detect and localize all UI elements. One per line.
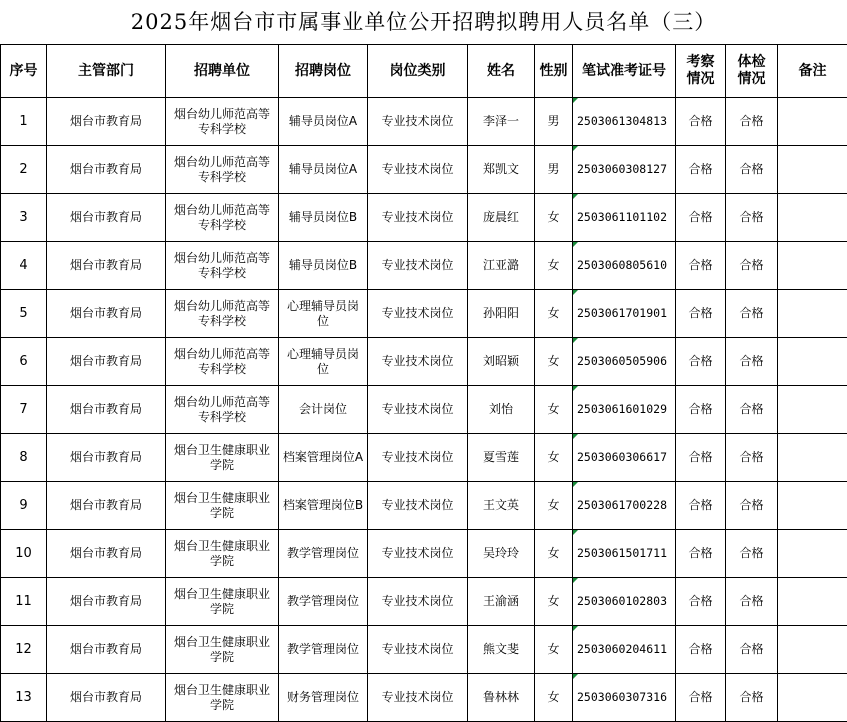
cell-physical: 合格 [726,482,778,530]
cell-dept: 烟台市教育局 [47,146,166,194]
cell-unit-line: 学院 [209,601,234,616]
cell-name: 王文英 [468,482,535,530]
cell-name: 夏雪莲 [468,434,535,482]
cell-gender: 女 [535,434,573,482]
table-row [1,482,847,530]
header-investigation-line2: 情况 [686,71,715,87]
cell-no: 5 [1,290,47,338]
header-category: 岗位类别 [368,45,468,98]
cell-unit-line: 专科学校 [197,217,246,232]
cell-unit [166,290,279,338]
cell-dept: 烟台市教育局 [47,626,166,674]
cell-no: 12 [1,626,47,674]
cell-post-line: 档案管理岗位B [282,498,364,512]
cell-physical: 合格 [726,194,778,242]
cell-physical: 合格 [726,626,778,674]
cell-physical: 合格 [726,338,778,386]
cell-post [279,578,368,626]
cell-no: 8 [1,434,47,482]
header-physical [726,45,778,98]
cell-post [279,242,368,290]
cell-category: 专业技术岗位 [368,242,468,290]
cell-post [279,146,368,194]
cell-gender: 女 [535,674,573,722]
cell-category: 专业技术岗位 [368,386,468,434]
header-gender: 性别 [535,45,573,98]
cell-unit [166,434,279,482]
table-row [1,386,847,434]
personnel-table [0,44,847,722]
header-post: 招聘岗位 [279,45,368,98]
cell-physical: 合格 [726,434,778,482]
header-investigation-line1: 考察 [686,54,715,70]
cell-unit [166,578,279,626]
cell-unit-line: 学院 [209,457,234,472]
cell-unit [166,674,279,722]
cell-category: 专业技术岗位 [368,290,468,338]
cell-physical: 合格 [726,242,778,290]
cell-no: 11 [1,578,47,626]
table-row [1,194,847,242]
header-name: 姓名 [468,45,535,98]
cell-unit [166,98,279,146]
cell-gender: 女 [535,194,573,242]
table-row [1,530,847,578]
table-row [1,434,847,482]
cell-unit [166,338,279,386]
cell-physical: 合格 [726,386,778,434]
header-physical-line2: 情况 [737,71,766,87]
cell-investigation: 合格 [676,530,726,578]
cell-no: 9 [1,482,47,530]
cell-dept: 烟台市教育局 [47,194,166,242]
cell-post [279,386,368,434]
cell-post [279,626,368,674]
cell-unit [166,146,279,194]
cell-remark [778,482,847,530]
cell-remark [778,386,847,434]
cell-category: 专业技术岗位 [368,338,468,386]
cell-dept: 烟台市教育局 [47,98,166,146]
cell-investigation: 合格 [676,674,726,722]
table-row [1,626,847,674]
cell-unit-line: 烟台卫生健康职业 [173,538,270,553]
table-row [1,338,847,386]
header-remark: 备注 [778,45,847,98]
cell-remark [778,338,847,386]
cell-unit-line: 专科学校 [197,121,246,136]
cell-post-line: 档案管理岗位A [282,450,364,464]
cell-dept: 烟台市教育局 [47,578,166,626]
cell-no: 3 [1,194,47,242]
cell-physical: 合格 [726,146,778,194]
cell-dept: 烟台市教育局 [47,674,166,722]
cell-exam-id: 2503060307316 [573,674,676,722]
cell-unit [166,194,279,242]
cell-post-line: 心理辅导员岗 [286,298,359,313]
cell-unit-line: 学院 [209,649,234,664]
header-physical-line1: 体检 [737,54,766,70]
cell-unit-line: 烟台卫生健康职业 [173,634,270,649]
cell-remark [778,674,847,722]
cell-category: 专业技术岗位 [368,578,468,626]
cell-unit-line: 烟台卫生健康职业 [173,682,270,697]
cell-name: 王渝涵 [468,578,535,626]
page-title: 2025年烟台市市属事业单位公开招聘拟聘用人员名单（三） [130,10,717,34]
cell-gender: 女 [535,242,573,290]
cell-dept: 烟台市教育局 [47,338,166,386]
cell-post-line: 心理辅导员岗 [286,346,359,361]
cell-investigation: 合格 [676,434,726,482]
cell-physical: 合格 [726,98,778,146]
cell-exam-id: 2503060102803 [573,578,676,626]
cell-unit-line: 专科学校 [197,265,246,280]
cell-unit-line: 学院 [209,505,234,520]
cell-name: 郑凯文 [468,146,535,194]
cell-investigation: 合格 [676,194,726,242]
cell-unit-line: 烟台幼儿师范高等 [173,202,270,217]
cell-no: 2 [1,146,47,194]
cell-post-line: 辅导员岗位B [288,258,358,272]
cell-exam-id: 2503061501711 [573,530,676,578]
header-no: 序号 [1,45,47,98]
cell-unit [166,386,279,434]
cell-name: 庞晨红 [468,194,535,242]
cell-investigation: 合格 [676,626,726,674]
cell-no: 7 [1,386,47,434]
cell-exam-id: 2503061304813 [573,98,676,146]
cell-post [279,338,368,386]
cell-unit [166,482,279,530]
cell-unit-line: 烟台幼儿师范高等 [173,346,270,361]
cell-post [279,530,368,578]
cell-unit-line: 烟台卫生健康职业 [173,442,270,457]
cell-investigation: 合格 [676,146,726,194]
cell-exam-id: 2503061101102 [573,194,676,242]
cell-gender: 女 [535,626,573,674]
cell-gender: 女 [535,482,573,530]
cell-dept: 烟台市教育局 [47,242,166,290]
cell-unit-line: 烟台幼儿师范高等 [173,394,270,409]
cell-investigation: 合格 [676,338,726,386]
table-row [1,578,847,626]
cell-post-line: 辅导员岗位B [288,210,358,224]
header-investigation [676,45,726,98]
cell-post-line: 位 [316,313,329,328]
cell-category: 专业技术岗位 [368,530,468,578]
cell-name: 孙阳阳 [468,290,535,338]
cell-exam-id: 2503061700228 [573,482,676,530]
cell-unit-line: 专科学校 [197,409,246,424]
cell-exam-id: 2503060204611 [573,626,676,674]
cell-no: 1 [1,98,47,146]
cell-unit-line: 专科学校 [197,361,246,376]
cell-physical: 合格 [726,290,778,338]
cell-unit-line: 学院 [209,553,234,568]
cell-gender: 女 [535,578,573,626]
cell-remark [778,194,847,242]
cell-name: 李泽一 [468,98,535,146]
cell-exam-id: 2503061701901 [573,290,676,338]
cell-unit-line: 烟台卫生健康职业 [173,586,270,601]
cell-unit [166,530,279,578]
cell-unit [166,242,279,290]
cell-post-line: 财务管理岗位 [286,690,359,704]
cell-gender: 女 [535,290,573,338]
cell-post-line: 会计岗位 [298,402,347,416]
cell-category: 专业技术岗位 [368,146,468,194]
cell-name: 熊文斐 [468,626,535,674]
cell-unit-line: 烟台卫生健康职业 [173,490,270,505]
header-exam-id: 笔试准考证号 [573,45,676,98]
cell-unit [166,626,279,674]
cell-post [279,482,368,530]
cell-remark [778,146,847,194]
cell-dept: 烟台市教育局 [47,530,166,578]
cell-physical: 合格 [726,674,778,722]
cell-physical: 合格 [726,530,778,578]
cell-post [279,290,368,338]
cell-dept: 烟台市教育局 [47,482,166,530]
cell-post-line: 位 [316,361,329,376]
cell-no: 10 [1,530,47,578]
cell-gender: 男 [535,146,573,194]
table-row [1,242,847,290]
cell-gender: 男 [535,98,573,146]
cell-post [279,194,368,242]
cell-exam-id: 2503060306617 [573,434,676,482]
table-row [1,98,847,146]
cell-post-line: 教学管理岗位 [286,594,359,608]
cell-investigation: 合格 [676,482,726,530]
cell-investigation: 合格 [676,386,726,434]
table-row [1,674,847,722]
table-header-row [1,45,847,98]
cell-unit-line: 专科学校 [197,169,246,184]
cell-remark [778,434,847,482]
cell-post-line: 教学管理岗位 [286,546,359,560]
cell-category: 专业技术岗位 [368,98,468,146]
cell-name: 鲁林林 [468,674,535,722]
cell-no: 6 [1,338,47,386]
cell-investigation: 合格 [676,578,726,626]
cell-remark [778,578,847,626]
cell-unit-line: 烟台幼儿师范高等 [173,154,270,169]
cell-investigation: 合格 [676,98,726,146]
cell-category: 专业技术岗位 [368,434,468,482]
cell-dept: 烟台市教育局 [47,434,166,482]
cell-no: 4 [1,242,47,290]
table-body [1,98,847,722]
cell-exam-id: 2503060505906 [573,338,676,386]
cell-exam-id: 2503060308127 [573,146,676,194]
cell-unit-line: 烟台幼儿师范高等 [173,298,270,313]
cell-post-line: 教学管理岗位 [286,642,359,656]
cell-physical: 合格 [726,578,778,626]
cell-post [279,98,368,146]
cell-remark [778,530,847,578]
cell-post-line: 辅导员岗位A [288,162,358,176]
cell-name: 刘昭颖 [468,338,535,386]
cell-category: 专业技术岗位 [368,626,468,674]
cell-remark [778,290,847,338]
cell-name: 吴玲玲 [468,530,535,578]
cell-gender: 女 [535,530,573,578]
cell-category: 专业技术岗位 [368,194,468,242]
cell-exam-id: 2503060805610 [573,242,676,290]
cell-name: 刘怡 [468,386,535,434]
cell-dept: 烟台市教育局 [47,290,166,338]
cell-remark [778,242,847,290]
table-row [1,146,847,194]
header-unit: 招聘单位 [166,45,279,98]
cell-no: 13 [1,674,47,722]
cell-exam-id: 2503061601029 [573,386,676,434]
cell-name: 江亚潞 [468,242,535,290]
cell-unit-line: 烟台幼儿师范高等 [173,250,270,265]
cell-unit-line: 烟台幼儿师范高等 [173,106,270,121]
cell-remark [778,98,847,146]
cell-gender: 女 [535,386,573,434]
table-row [1,290,847,338]
cell-unit-line: 学院 [209,697,234,712]
cell-investigation: 合格 [676,290,726,338]
cell-investigation: 合格 [676,242,726,290]
cell-post [279,674,368,722]
header-dept: 主管部门 [47,45,166,98]
cell-post-line: 辅导员岗位A [288,114,358,128]
cell-category: 专业技术岗位 [368,482,468,530]
cell-dept: 烟台市教育局 [47,386,166,434]
cell-post [279,434,368,482]
cell-unit-line: 专科学校 [197,313,246,328]
cell-category: 专业技术岗位 [368,674,468,722]
cell-remark [778,626,847,674]
cell-gender: 女 [535,338,573,386]
